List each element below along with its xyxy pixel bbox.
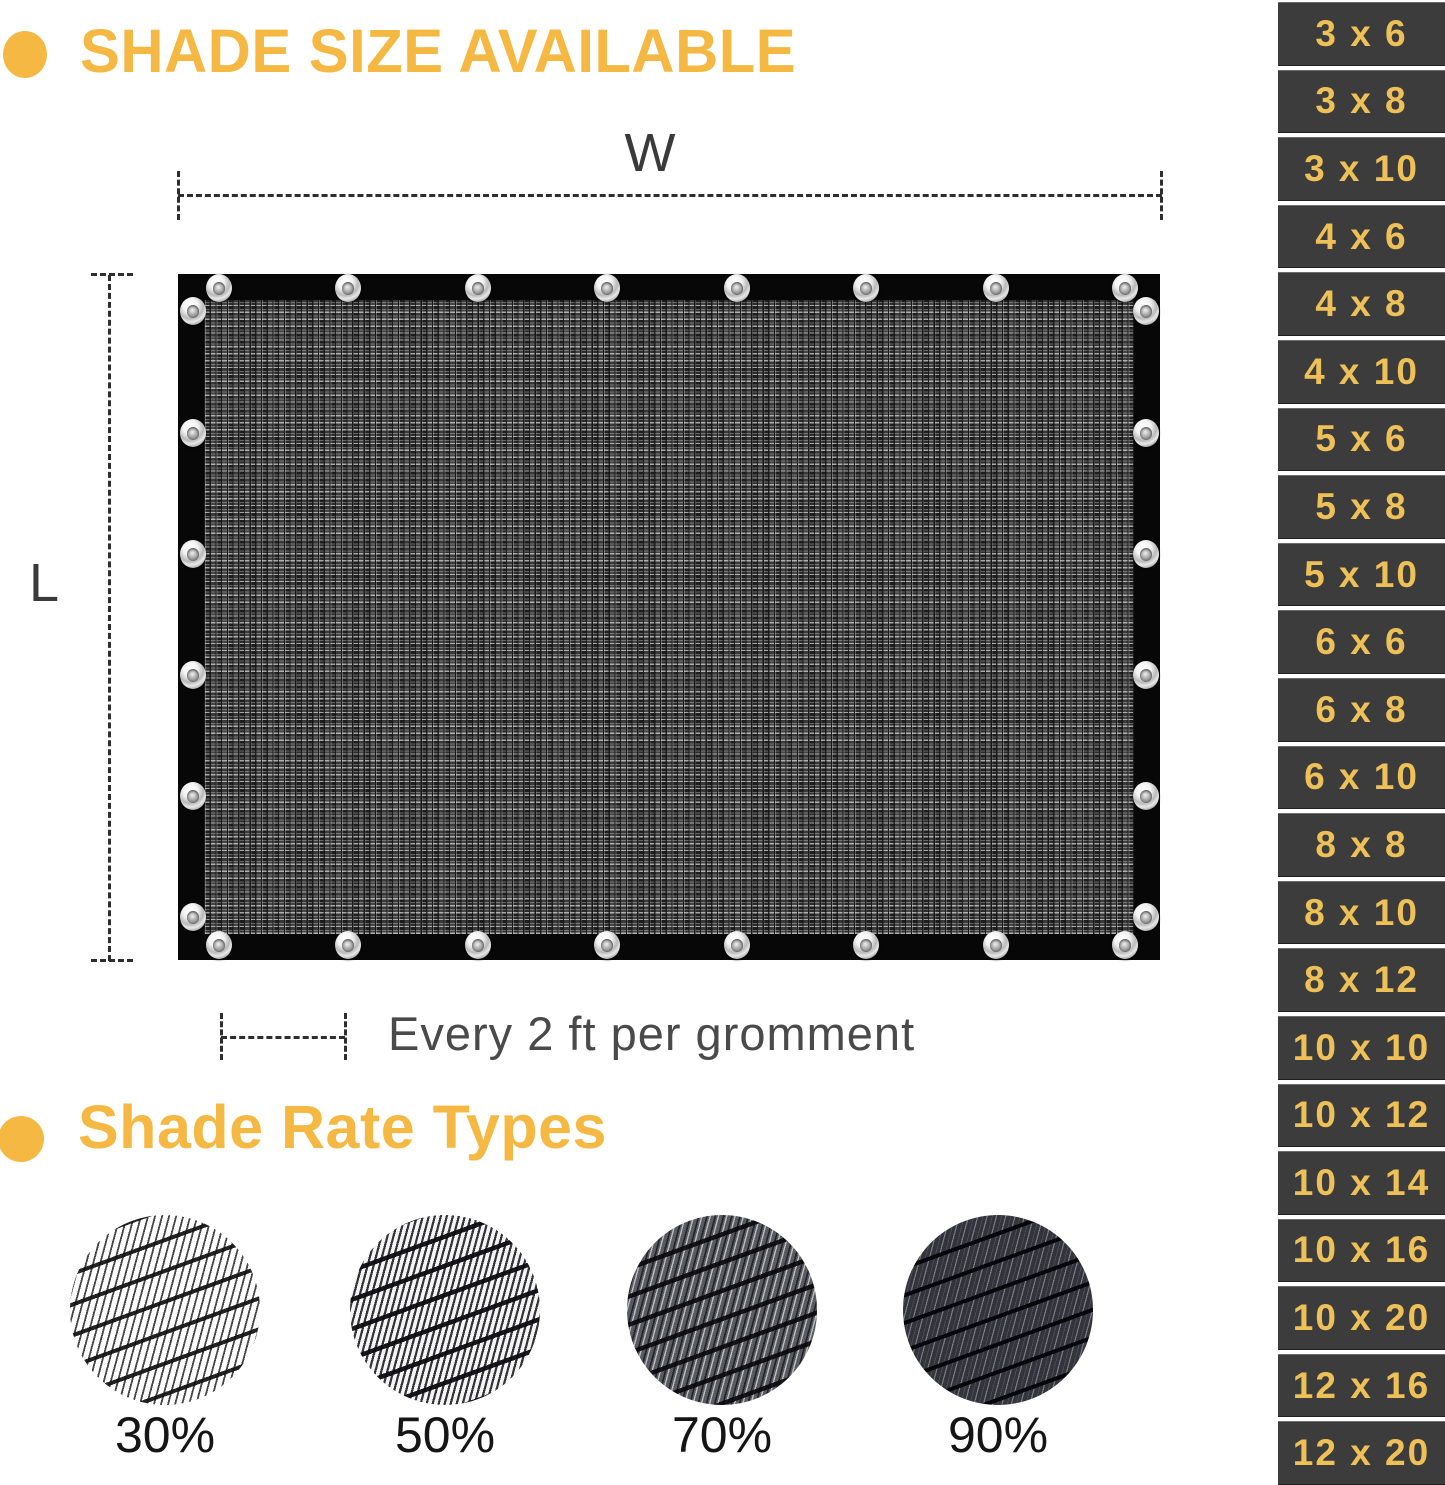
- bullet-icon: [3, 31, 47, 78]
- shade-net-illustration: [178, 274, 1160, 960]
- size-option: 10 x 12: [1278, 1084, 1445, 1148]
- size-option: 10 x 20: [1278, 1286, 1445, 1350]
- shade-rate-label: 30%: [114, 1407, 216, 1463]
- grommet-icon: [983, 274, 1009, 302]
- width-dimension-tick-left: [177, 171, 180, 220]
- grommet-icon: [180, 661, 206, 689]
- grommet-icon: [594, 274, 620, 302]
- size-option: 10 x 10: [1278, 1016, 1445, 1080]
- length-dimension-tick-bottom: [91, 959, 133, 962]
- grommet-icon: [206, 931, 232, 959]
- mesh-texture: [204, 300, 1134, 934]
- grommet-icon: [180, 297, 206, 325]
- shade-rate-title: Shade Rate Types: [78, 1093, 607, 1161]
- grommet-spacing-tick-right: [344, 1013, 347, 1060]
- grommet-icon: [853, 931, 879, 959]
- grommet-icon: [335, 274, 361, 302]
- grommet-spacing-line: [221, 1036, 345, 1039]
- grommet-icon: [1133, 297, 1159, 325]
- shade-rate-label: 90%: [947, 1407, 1049, 1463]
- shade-rate-swatch-90: [903, 1215, 1093, 1405]
- grommet-icon: [465, 274, 491, 302]
- size-option: 5 x 8: [1278, 475, 1445, 539]
- grommet-icon: [180, 782, 206, 810]
- size-option: 10 x 16: [1278, 1219, 1445, 1283]
- width-dimension-line: [178, 194, 1162, 197]
- length-dimension-tick-top: [91, 273, 133, 276]
- grommet-icon: [983, 931, 1009, 959]
- grommet-icon: [724, 274, 750, 302]
- grommet-icon: [1133, 782, 1159, 810]
- shade-rate-swatch-30: [70, 1215, 260, 1405]
- grommet-icon: [1133, 661, 1159, 689]
- shade-rate-swatch-50: [350, 1215, 540, 1405]
- size-option: 6 x 6: [1278, 610, 1445, 674]
- shade-rate-swatch-70: [627, 1215, 817, 1405]
- grommet-icon: [594, 931, 620, 959]
- size-option: 8 x 8: [1278, 813, 1445, 877]
- grommet-spacing-tick-left: [220, 1013, 223, 1060]
- size-option: 8 x 12: [1278, 948, 1445, 1012]
- grommet-icon: [465, 931, 491, 959]
- grommet-icon: [180, 903, 206, 931]
- grommet-icon: [1112, 274, 1138, 302]
- length-dimension-line: [108, 275, 111, 961]
- grommet-icon: [853, 274, 879, 302]
- size-option: 12 x 16: [1278, 1354, 1445, 1418]
- grommet-icon: [206, 274, 232, 302]
- grommet-icon: [180, 540, 206, 568]
- shade-rate-label: 50%: [394, 1407, 496, 1463]
- size-option: 3 x 6: [1278, 2, 1445, 66]
- grommet-icon: [724, 931, 750, 959]
- bullet-icon: [0, 1116, 44, 1162]
- grommet-icon: [335, 931, 361, 959]
- grommet-icon: [1112, 931, 1138, 959]
- grommet-spacing-note: Every 2 ft per gromment: [388, 1007, 916, 1060]
- grommet-icon: [1133, 540, 1159, 568]
- grommet-icon: [1133, 419, 1159, 447]
- shade-size-title: SHADE SIZE AVAILABLE: [80, 17, 797, 85]
- shade-rate-label: 70%: [671, 1407, 773, 1463]
- size-option: 3 x 10: [1278, 137, 1445, 201]
- width-dimension-label: W: [624, 123, 676, 183]
- grommet-icon: [1133, 903, 1159, 931]
- size-option: 6 x 8: [1278, 678, 1445, 742]
- size-option: 4 x 10: [1278, 340, 1445, 404]
- size-option: 10 x 14: [1278, 1151, 1445, 1215]
- size-option: 12 x 20: [1278, 1421, 1445, 1485]
- size-list: [1278, 0, 1445, 1485]
- size-option: 4 x 8: [1278, 272, 1445, 336]
- grommet-icon: [180, 419, 206, 447]
- length-dimension-label: L: [28, 553, 60, 613]
- size-option: 8 x 10: [1278, 881, 1445, 945]
- size-option: 6 x 10: [1278, 746, 1445, 810]
- size-option: 5 x 6: [1278, 408, 1445, 472]
- size-option: 3 x 8: [1278, 70, 1445, 134]
- size-option: 5 x 10: [1278, 543, 1445, 607]
- width-dimension-tick-right: [1160, 171, 1163, 220]
- size-option: 4 x 6: [1278, 205, 1445, 269]
